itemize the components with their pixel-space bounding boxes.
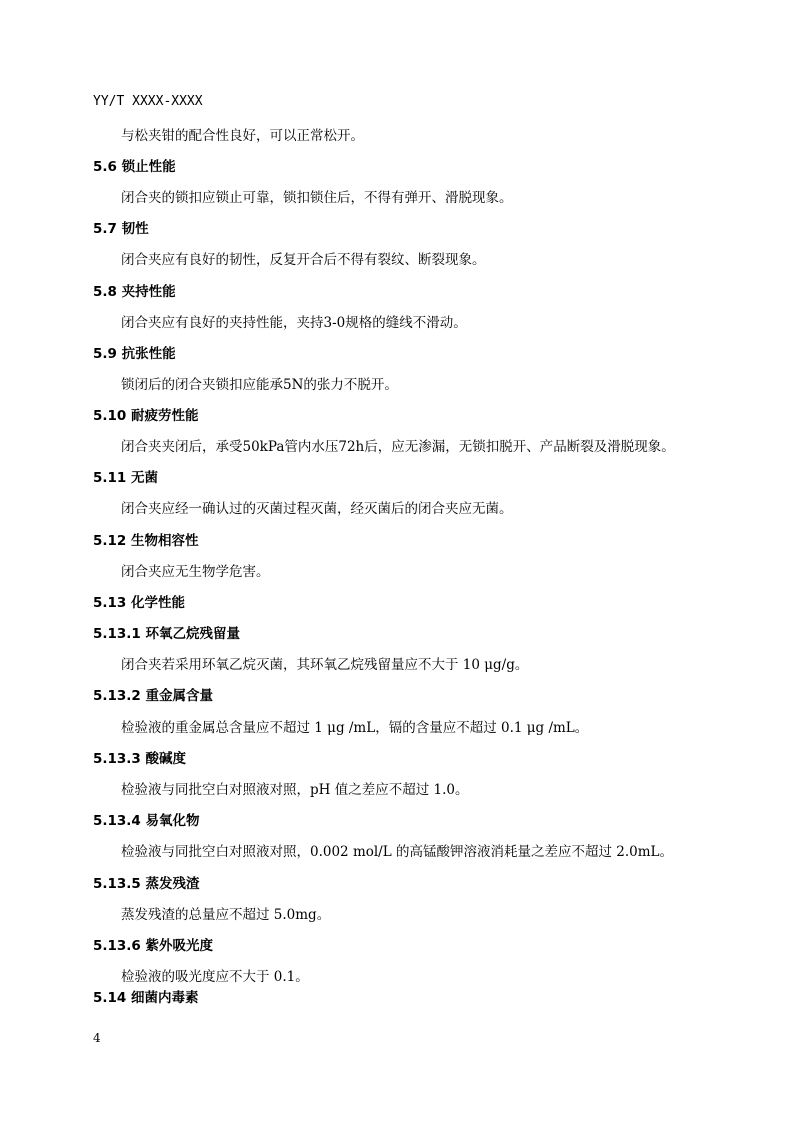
- clause-text-5-13-1: 闭合夹若采用环氧乙烷灭菌，其环氧乙烷残留量应不大于 10 μg/g。: [121, 657, 529, 673]
- clause-heading-5-14: 5.14 细菌内毒素: [93, 990, 199, 1006]
- clause-heading-5-6: 5.6 锁止性能: [93, 159, 176, 175]
- clause-heading-5-8: 5.8 夹持性能: [93, 284, 176, 300]
- intro-paragraph: 与松夹钳的配合性良好，可以正常松开。: [121, 128, 364, 144]
- clause-heading-5-10: 5.10 耐疲劳性能: [93, 408, 199, 424]
- clause-heading-5-13-1: 5.13.1 环氧乙烷残留量: [93, 626, 241, 642]
- clause-text-5-13-2: 检验液的重金属总含量应不超过 1 μg /mL，镉的含量应不超过 0.1 μg /mL。: [121, 720, 589, 736]
- clause-text-5-13-5: 蒸发残渣的总量应不超过 5.0mg。: [121, 907, 331, 923]
- clause-text-5-11: 闭合夹应经一确认过的灭菌过程灭菌，经灭菌后的闭合夹应无菌。: [121, 501, 513, 517]
- clause-text-5-13-6: 检验液的吸光度应不大于 0.1。: [121, 969, 309, 985]
- clause-heading-5-13-3: 5.13.3 酸碱度: [93, 751, 187, 767]
- clause-heading-5-9: 5.9 抗张性能: [93, 346, 176, 362]
- clause-heading-5-12: 5.12 生物相容性: [93, 533, 199, 549]
- clause-text-5-13-3: 检验液与同批空白对照液对照，pH 值之差应不超过 1.0。: [121, 782, 469, 798]
- clause-heading-5-13-4: 5.13.4 易氧化物: [93, 813, 200, 829]
- clause-text-5-7: 闭合夹应有良好的韧性，反复开合后不得有裂纹、断裂现象。: [121, 252, 486, 268]
- clause-text-5-13-4: 检验液与同批空白对照液对照，0.002 mol/L 的高锰酸钾溶液消耗量之差应不超过 2.0mL。: [121, 844, 674, 860]
- clause-heading-5-11: 5.11 无菌: [93, 470, 159, 486]
- clause-text-5-8: 闭合夹应有良好的夹持性能，夹持3-0规格的缝线不滑动。: [121, 315, 467, 331]
- clause-heading-5-7: 5.7 韧性: [93, 221, 149, 237]
- clause-heading-5-13-2: 5.13.2 重金属含量: [93, 688, 214, 704]
- clause-text-5-10: 闭合夹夹闭后，承受50kPa管内水压72h后，应无渗漏，无锁扣脱开、产品断裂及滑脱现象。: [121, 439, 675, 455]
- clause-heading-5-13: 5.13 化学性能: [93, 595, 186, 611]
- clause-heading-5-13-5: 5.13.5 蒸发残渣: [93, 876, 200, 892]
- clause-text-5-6: 闭合夹的锁扣应锁止可靠，锁扣锁住后，不得有弹开、滑脱现象。: [121, 190, 513, 206]
- page-number: 4: [93, 1031, 101, 1045]
- standard-number-header: YY/T XXXX-XXXX: [93, 94, 203, 109]
- clause-text-5-12: 闭合夹应无生物学危害。: [121, 564, 270, 580]
- clause-heading-5-13-6: 5.13.6 紫外吸光度: [93, 938, 214, 954]
- clause-text-5-9: 锁闭后的闭合夹锁扣应能承5N的张力不脱开。: [121, 377, 398, 393]
